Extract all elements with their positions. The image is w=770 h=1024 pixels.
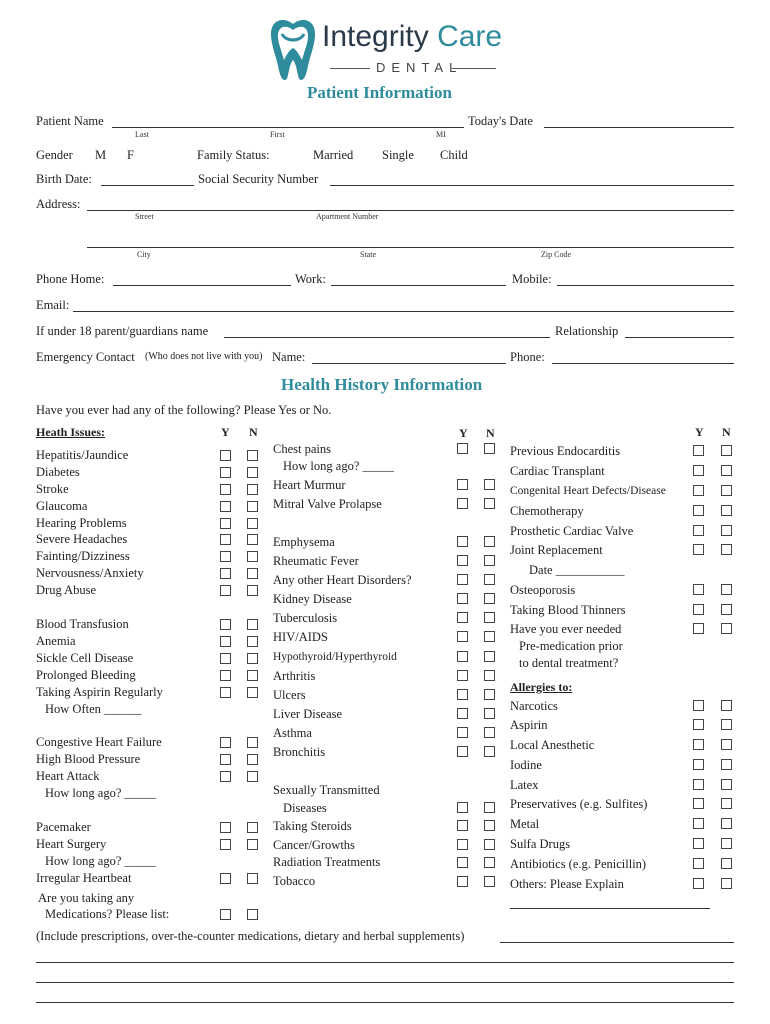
col2-item: Cancer/Growths (273, 838, 355, 852)
col2-item: Tobacco (273, 874, 316, 888)
col2-no-checkbox[interactable] (484, 443, 495, 454)
allergies-header: Allergies to: (510, 680, 573, 694)
col2-yes-checkbox[interactable] (457, 670, 468, 681)
col1-no-checkbox[interactable] (247, 467, 258, 478)
first-label: First (270, 130, 285, 139)
last-label: Last (135, 130, 149, 139)
allergy-yes-checkbox[interactable] (693, 798, 704, 809)
col1-item: Nervousness/Anxiety (36, 566, 144, 580)
col1-yes-checkbox[interactable] (220, 687, 231, 698)
allergy-no-checkbox[interactable] (721, 838, 732, 849)
allergy-item: Sulfa Drugs (510, 837, 571, 851)
col3-yes-checkbox[interactable] (693, 465, 704, 476)
allergy-explain-field[interactable] (510, 908, 710, 909)
col1-no-checkbox[interactable] (247, 501, 258, 512)
allergy-yes-checkbox[interactable] (693, 818, 704, 829)
col3-yes-checkbox[interactable] (693, 505, 704, 516)
allergy-no-checkbox[interactable] (721, 818, 732, 829)
col2-no-checkbox[interactable] (484, 612, 495, 623)
mobile-label: Mobile: (512, 272, 552, 286)
emergency-name-label: Name: (272, 350, 306, 364)
col3-item: Congenital Heart Defects/Disease (510, 485, 666, 497)
col2-yes-checkbox[interactable] (457, 498, 468, 509)
guardian-label: If under 18 parent/guardians name (36, 324, 209, 338)
gender-f-option[interactable]: F (127, 148, 134, 162)
col2-item: How long ago? _____ (283, 459, 394, 473)
city-label: City (137, 250, 151, 259)
col3-no-checkbox[interactable] (721, 604, 732, 615)
col2-y-header: Y (459, 426, 468, 440)
col2-item: Hypothyroid/Hyperthyroid (273, 651, 397, 663)
brand-name (322, 20, 502, 54)
emergency-phone-label: Phone: (510, 350, 545, 364)
medications-field-1[interactable] (500, 942, 734, 943)
col3-item: Chemotherapy (510, 504, 584, 518)
col1-item: Blood Transfusion (36, 617, 129, 631)
col2-no-checkbox[interactable] (484, 651, 495, 662)
col1-no-checkbox[interactable] (247, 670, 258, 681)
col1-item: Glaucoma (36, 499, 88, 513)
col2-yes-checkbox[interactable] (457, 689, 468, 700)
col2-no-checkbox[interactable] (484, 555, 495, 566)
allergy-no-checkbox[interactable] (721, 719, 732, 730)
allergy-yes-checkbox[interactable] (693, 700, 704, 711)
brand-name-part1: Integrity (322, 20, 429, 53)
col3-y-header: Y (695, 425, 704, 439)
allergy-no-checkbox[interactable] (721, 798, 732, 809)
col2-no-checkbox[interactable] (484, 689, 495, 700)
col3-no-checkbox[interactable] (721, 544, 732, 555)
col1-yes-checkbox[interactable] (220, 467, 231, 478)
col2-item: Bronchitis (273, 745, 326, 759)
col1-yes-checkbox[interactable] (220, 670, 231, 681)
allergy-item: Iodine (510, 758, 542, 772)
col2-yes-checkbox[interactable] (457, 612, 468, 623)
col1-no-checkbox[interactable] (247, 737, 258, 748)
col1-no-checkbox[interactable] (247, 534, 258, 545)
col2-no-checkbox[interactable] (484, 593, 495, 604)
birth-date-label: Birth Date: (36, 172, 92, 186)
guardian-field[interactable] (224, 337, 550, 338)
col1-item: Prolonged Bleeding (36, 668, 136, 682)
col1-item: Sickle Cell Disease (36, 651, 134, 665)
col1-yes-checkbox[interactable] (220, 653, 231, 664)
family-status-label: Family Status: (197, 148, 270, 162)
col1-yes-checkbox[interactable] (220, 585, 231, 596)
col3-no-checkbox[interactable] (721, 505, 732, 516)
col2-no-checkbox[interactable] (484, 746, 495, 757)
col2-yes-checkbox[interactable] (457, 631, 468, 642)
col3-item: Prosthetic Cardiac Valve (510, 524, 634, 538)
col1-yes-checkbox[interactable] (220, 551, 231, 562)
col1-no-checkbox[interactable] (247, 568, 258, 579)
col2-item: Rheumatic Fever (273, 554, 359, 568)
state-label: State (360, 250, 376, 259)
allergy-yes-checkbox[interactable] (693, 838, 704, 849)
gender-m-option[interactable]: M (95, 148, 107, 162)
col2-yes-checkbox[interactable] (457, 555, 468, 566)
col1-item: Heart Attack (36, 769, 100, 783)
allergy-item: Others: Please Explain (510, 877, 624, 891)
col1-n-header: N (249, 425, 258, 439)
col3-item: Joint Replacement (510, 543, 603, 557)
mi-label: MI (436, 130, 446, 139)
patient-name-field[interactable] (112, 127, 464, 128)
col3-yes-checkbox[interactable] (693, 544, 704, 555)
medications-field-3[interactable] (36, 982, 734, 983)
todays-date-label: Today's Date (468, 114, 533, 128)
allergy-yes-checkbox[interactable] (693, 878, 704, 889)
col1-no-checkbox[interactable] (247, 636, 258, 647)
col2-yes-checkbox[interactable] (457, 479, 468, 490)
col1-item: How Often ______ (45, 702, 142, 716)
col2-no-checkbox[interactable] (484, 631, 495, 642)
col1-no-checkbox[interactable] (247, 687, 258, 698)
todays-date-field[interactable] (544, 127, 734, 128)
col1-no-checkbox[interactable] (247, 450, 258, 461)
col1-item: Heart Surgery (36, 837, 107, 851)
col3-yes-checkbox[interactable] (693, 623, 704, 634)
col2-no-checkbox[interactable] (484, 536, 495, 547)
relationship-field[interactable] (625, 337, 734, 338)
health-intro: Have you ever had any of the following? Please Yes or No. (36, 403, 332, 417)
col1-no-checkbox[interactable] (247, 619, 258, 630)
emergency-phone-field[interactable] (552, 363, 734, 364)
col1-no-checkbox[interactable] (247, 484, 258, 495)
health-history-title: Health History Information (281, 375, 483, 394)
col3-yes-checkbox[interactable] (693, 525, 704, 536)
col2-yes-checkbox[interactable] (457, 839, 468, 850)
col1-yes-checkbox[interactable] (220, 737, 231, 748)
col2-item: Asthma (273, 726, 312, 740)
emergency-label: Emergency Contact (36, 350, 135, 364)
col1-yes-checkbox[interactable] (220, 619, 231, 630)
medications-field-2[interactable] (36, 962, 734, 963)
col1-no-checkbox[interactable] (247, 518, 258, 529)
col2-item: Any other Heart Disorders? (273, 573, 412, 587)
apartment-label: Apartment Number (316, 212, 379, 221)
col1-y-header: Y (221, 425, 230, 439)
heath-issues-header: Heath Issues: (36, 425, 106, 439)
work-field[interactable] (331, 285, 506, 286)
col2-n-header: N (486, 426, 495, 440)
col1-no-checkbox[interactable] (247, 653, 258, 664)
col2-yes-checkbox[interactable] (457, 746, 468, 757)
col2-item: Chest pains (273, 442, 331, 456)
allergy-no-checkbox[interactable] (721, 858, 732, 869)
allergy-item: Latex (510, 778, 539, 792)
col2-no-checkbox[interactable] (484, 708, 495, 719)
col1-item: Irregular Heartbeat (36, 871, 132, 885)
col1-item: Medications? Please list: (45, 907, 170, 921)
col3-no-checkbox[interactable] (721, 525, 732, 536)
col2-no-checkbox[interactable] (484, 498, 495, 509)
col2-no-checkbox[interactable] (484, 876, 495, 887)
phone-home-field[interactable] (113, 285, 291, 286)
include-note: (Include prescriptions, over-the-counter medications, dietary and herbal supplements) (36, 929, 465, 943)
allergy-item: Preservatives (e.g. Sulfites) (510, 797, 648, 811)
brand-sub: DENTAL (376, 60, 463, 75)
col2-no-checkbox[interactable] (484, 479, 495, 490)
allergy-yes-checkbox[interactable] (693, 779, 704, 790)
ssn-field[interactable] (330, 185, 734, 186)
col2-item: Tuberculosis (273, 611, 338, 625)
col1-item: Drug Abuse (36, 583, 97, 597)
patient-info-title: Patient Information (307, 83, 452, 102)
col2-yes-checkbox[interactable] (457, 443, 468, 454)
col2-no-checkbox[interactable] (484, 574, 495, 585)
col2-item: Ulcers (273, 688, 306, 702)
street-label: Street (135, 212, 154, 221)
col1-yes-checkbox[interactable] (220, 839, 231, 850)
col3-no-checkbox[interactable] (721, 485, 732, 496)
allergy-no-checkbox[interactable] (721, 779, 732, 790)
patient-name-label: Patient Name (36, 114, 104, 128)
tooth-logo-icon (268, 16, 318, 82)
allergy-item: Aspirin (510, 718, 548, 732)
col2-no-checkbox[interactable] (484, 670, 495, 681)
col1-no-checkbox[interactable] (247, 873, 258, 884)
allergy-no-checkbox[interactable] (721, 759, 732, 770)
col1-yes-checkbox[interactable] (220, 534, 231, 545)
birth-date-field[interactable] (101, 185, 194, 186)
allergy-yes-checkbox[interactable] (693, 719, 704, 730)
brand-rule-right (452, 68, 496, 69)
married-option[interactable]: Married (313, 148, 354, 162)
brand-name-part2: Care (437, 20, 503, 53)
col2-no-checkbox[interactable] (484, 820, 495, 831)
email-field[interactable] (73, 311, 734, 312)
col3-n-header: N (722, 425, 731, 439)
col2-item: Arthritis (273, 669, 316, 683)
col1-no-checkbox[interactable] (247, 585, 258, 596)
col1-item: Are you taking any (38, 891, 135, 905)
col2-yes-checkbox[interactable] (457, 876, 468, 887)
col1-item: Stroke (36, 482, 69, 496)
col3-item: Taking Blood Thinners (510, 603, 626, 617)
col1-yes-checkbox[interactable] (220, 501, 231, 512)
col1-no-checkbox[interactable] (247, 909, 258, 920)
col2-item: Emphysema (273, 535, 335, 549)
address-street-field[interactable] (87, 210, 734, 211)
col3-yes-checkbox[interactable] (693, 445, 704, 456)
col2-item: Radiation Treatments (273, 855, 381, 869)
col2-item: Sexually Transmitted (273, 783, 380, 797)
col1-item: Diabetes (36, 465, 80, 479)
col2-no-checkbox[interactable] (484, 839, 495, 850)
col1-item: Congestive Heart Failure (36, 735, 162, 749)
col2-yes-checkbox[interactable] (457, 820, 468, 831)
col1-no-checkbox[interactable] (247, 822, 258, 833)
col3-item: Cardiac Transplant (510, 464, 605, 478)
col3-no-checkbox[interactable] (721, 584, 732, 595)
col2-yes-checkbox[interactable] (457, 651, 468, 662)
col1-yes-checkbox[interactable] (220, 518, 231, 529)
allergy-yes-checkbox[interactable] (693, 739, 704, 750)
col1-item: Severe Headaches (36, 532, 128, 546)
col1-yes-checkbox[interactable] (220, 909, 231, 920)
col1-yes-checkbox[interactable] (220, 484, 231, 495)
col2-yes-checkbox[interactable] (457, 593, 468, 604)
col1-item: Pacemaker (36, 820, 91, 834)
col1-item: Anemia (36, 634, 76, 648)
emergency-note: (Who does not live with you) (145, 351, 263, 362)
zip-label: Zip Code (541, 250, 571, 259)
col1-item: Hepatitis/Jaundice (36, 448, 129, 462)
col3-yes-checkbox[interactable] (693, 584, 704, 595)
allergy-yes-checkbox[interactable] (693, 858, 704, 869)
col1-yes-checkbox[interactable] (220, 450, 231, 461)
col3-item: Have you ever needed (510, 622, 622, 636)
allergy-item: Local Anesthetic (510, 738, 595, 752)
col3-no-checkbox[interactable] (721, 465, 732, 476)
col1-item: Hearing Problems (36, 516, 127, 530)
col2-yes-checkbox[interactable] (457, 857, 468, 868)
address-city-field[interactable] (87, 247, 734, 248)
allergy-no-checkbox[interactable] (721, 878, 732, 889)
col2-item: Kidney Disease (273, 592, 352, 606)
work-label: Work: (295, 272, 326, 286)
col2-item: HIV/AIDS (273, 630, 328, 644)
allergy-item: Narcotics (510, 699, 558, 713)
col2-no-checkbox[interactable] (484, 802, 495, 813)
col1-item: High Blood Pressure (36, 752, 141, 766)
col2-no-checkbox[interactable] (484, 857, 495, 868)
col1-no-checkbox[interactable] (247, 754, 258, 765)
mobile-field[interactable] (557, 285, 734, 286)
col1-no-checkbox[interactable] (247, 551, 258, 562)
brand-rule-left (330, 68, 370, 69)
col3-item: Previous Endocarditis (510, 444, 621, 458)
col1-yes-checkbox[interactable] (220, 822, 231, 833)
col1-item: How long ago? _____ (45, 854, 156, 868)
col1-item: How long ago? _____ (45, 786, 156, 800)
col2-item: Heart Murmur (273, 478, 346, 492)
col2-no-checkbox[interactable] (484, 727, 495, 738)
col1-no-checkbox[interactable] (247, 839, 258, 850)
col1-no-checkbox[interactable] (247, 771, 258, 782)
col1-yes-checkbox[interactable] (220, 873, 231, 884)
allergy-no-checkbox[interactable] (721, 700, 732, 711)
col1-item: Fainting/Dizziness (36, 549, 130, 563)
col2-yes-checkbox[interactable] (457, 727, 468, 738)
col3-yes-checkbox[interactable] (693, 604, 704, 615)
col2-yes-checkbox[interactable] (457, 802, 468, 813)
allergy-no-checkbox[interactable] (721, 739, 732, 750)
col2-yes-checkbox[interactable] (457, 536, 468, 547)
ssn-label: Social Security Number (198, 172, 319, 186)
col1-yes-checkbox[interactable] (220, 771, 231, 782)
col3-item: to dental treatment? (519, 656, 619, 670)
relationship-label: Relationship (555, 324, 619, 338)
col1-yes-checkbox[interactable] (220, 636, 231, 647)
col3-item: Osteoporosis (510, 583, 576, 597)
gender-label: Gender (36, 148, 73, 162)
single-option[interactable]: Single (382, 148, 414, 162)
allergy-item: Antibiotics (e.g. Penicillin) (510, 857, 647, 871)
col3-no-checkbox[interactable] (721, 445, 732, 456)
address-label: Address: (36, 197, 81, 211)
col3-yes-checkbox[interactable] (693, 485, 704, 496)
col2-item: Taking Steroids (273, 819, 352, 833)
col1-item: Taking Aspirin Regularly (36, 685, 163, 699)
child-option[interactable]: Child (440, 148, 468, 162)
col1-yes-checkbox[interactable] (220, 754, 231, 765)
email-label: Email: (36, 298, 70, 312)
medications-field-4[interactable] (36, 1002, 734, 1003)
col2-item: Liver Disease (273, 707, 343, 721)
col2-item: Diseases (283, 801, 327, 815)
col3-no-checkbox[interactable] (721, 623, 732, 634)
col3-item: Date ___________ (529, 563, 625, 577)
allergy-item: Metal (510, 817, 540, 831)
col2-item: Mitral Valve Prolapse (273, 497, 382, 511)
col3-item: Pre-medication prior (519, 639, 623, 653)
col2-yes-checkbox[interactable] (457, 708, 468, 719)
allergy-yes-checkbox[interactable] (693, 759, 704, 770)
emergency-name-field[interactable] (312, 363, 506, 364)
phone-home-label: Phone Home: (36, 272, 105, 286)
col1-yes-checkbox[interactable] (220, 568, 231, 579)
col2-yes-checkbox[interactable] (457, 574, 468, 585)
